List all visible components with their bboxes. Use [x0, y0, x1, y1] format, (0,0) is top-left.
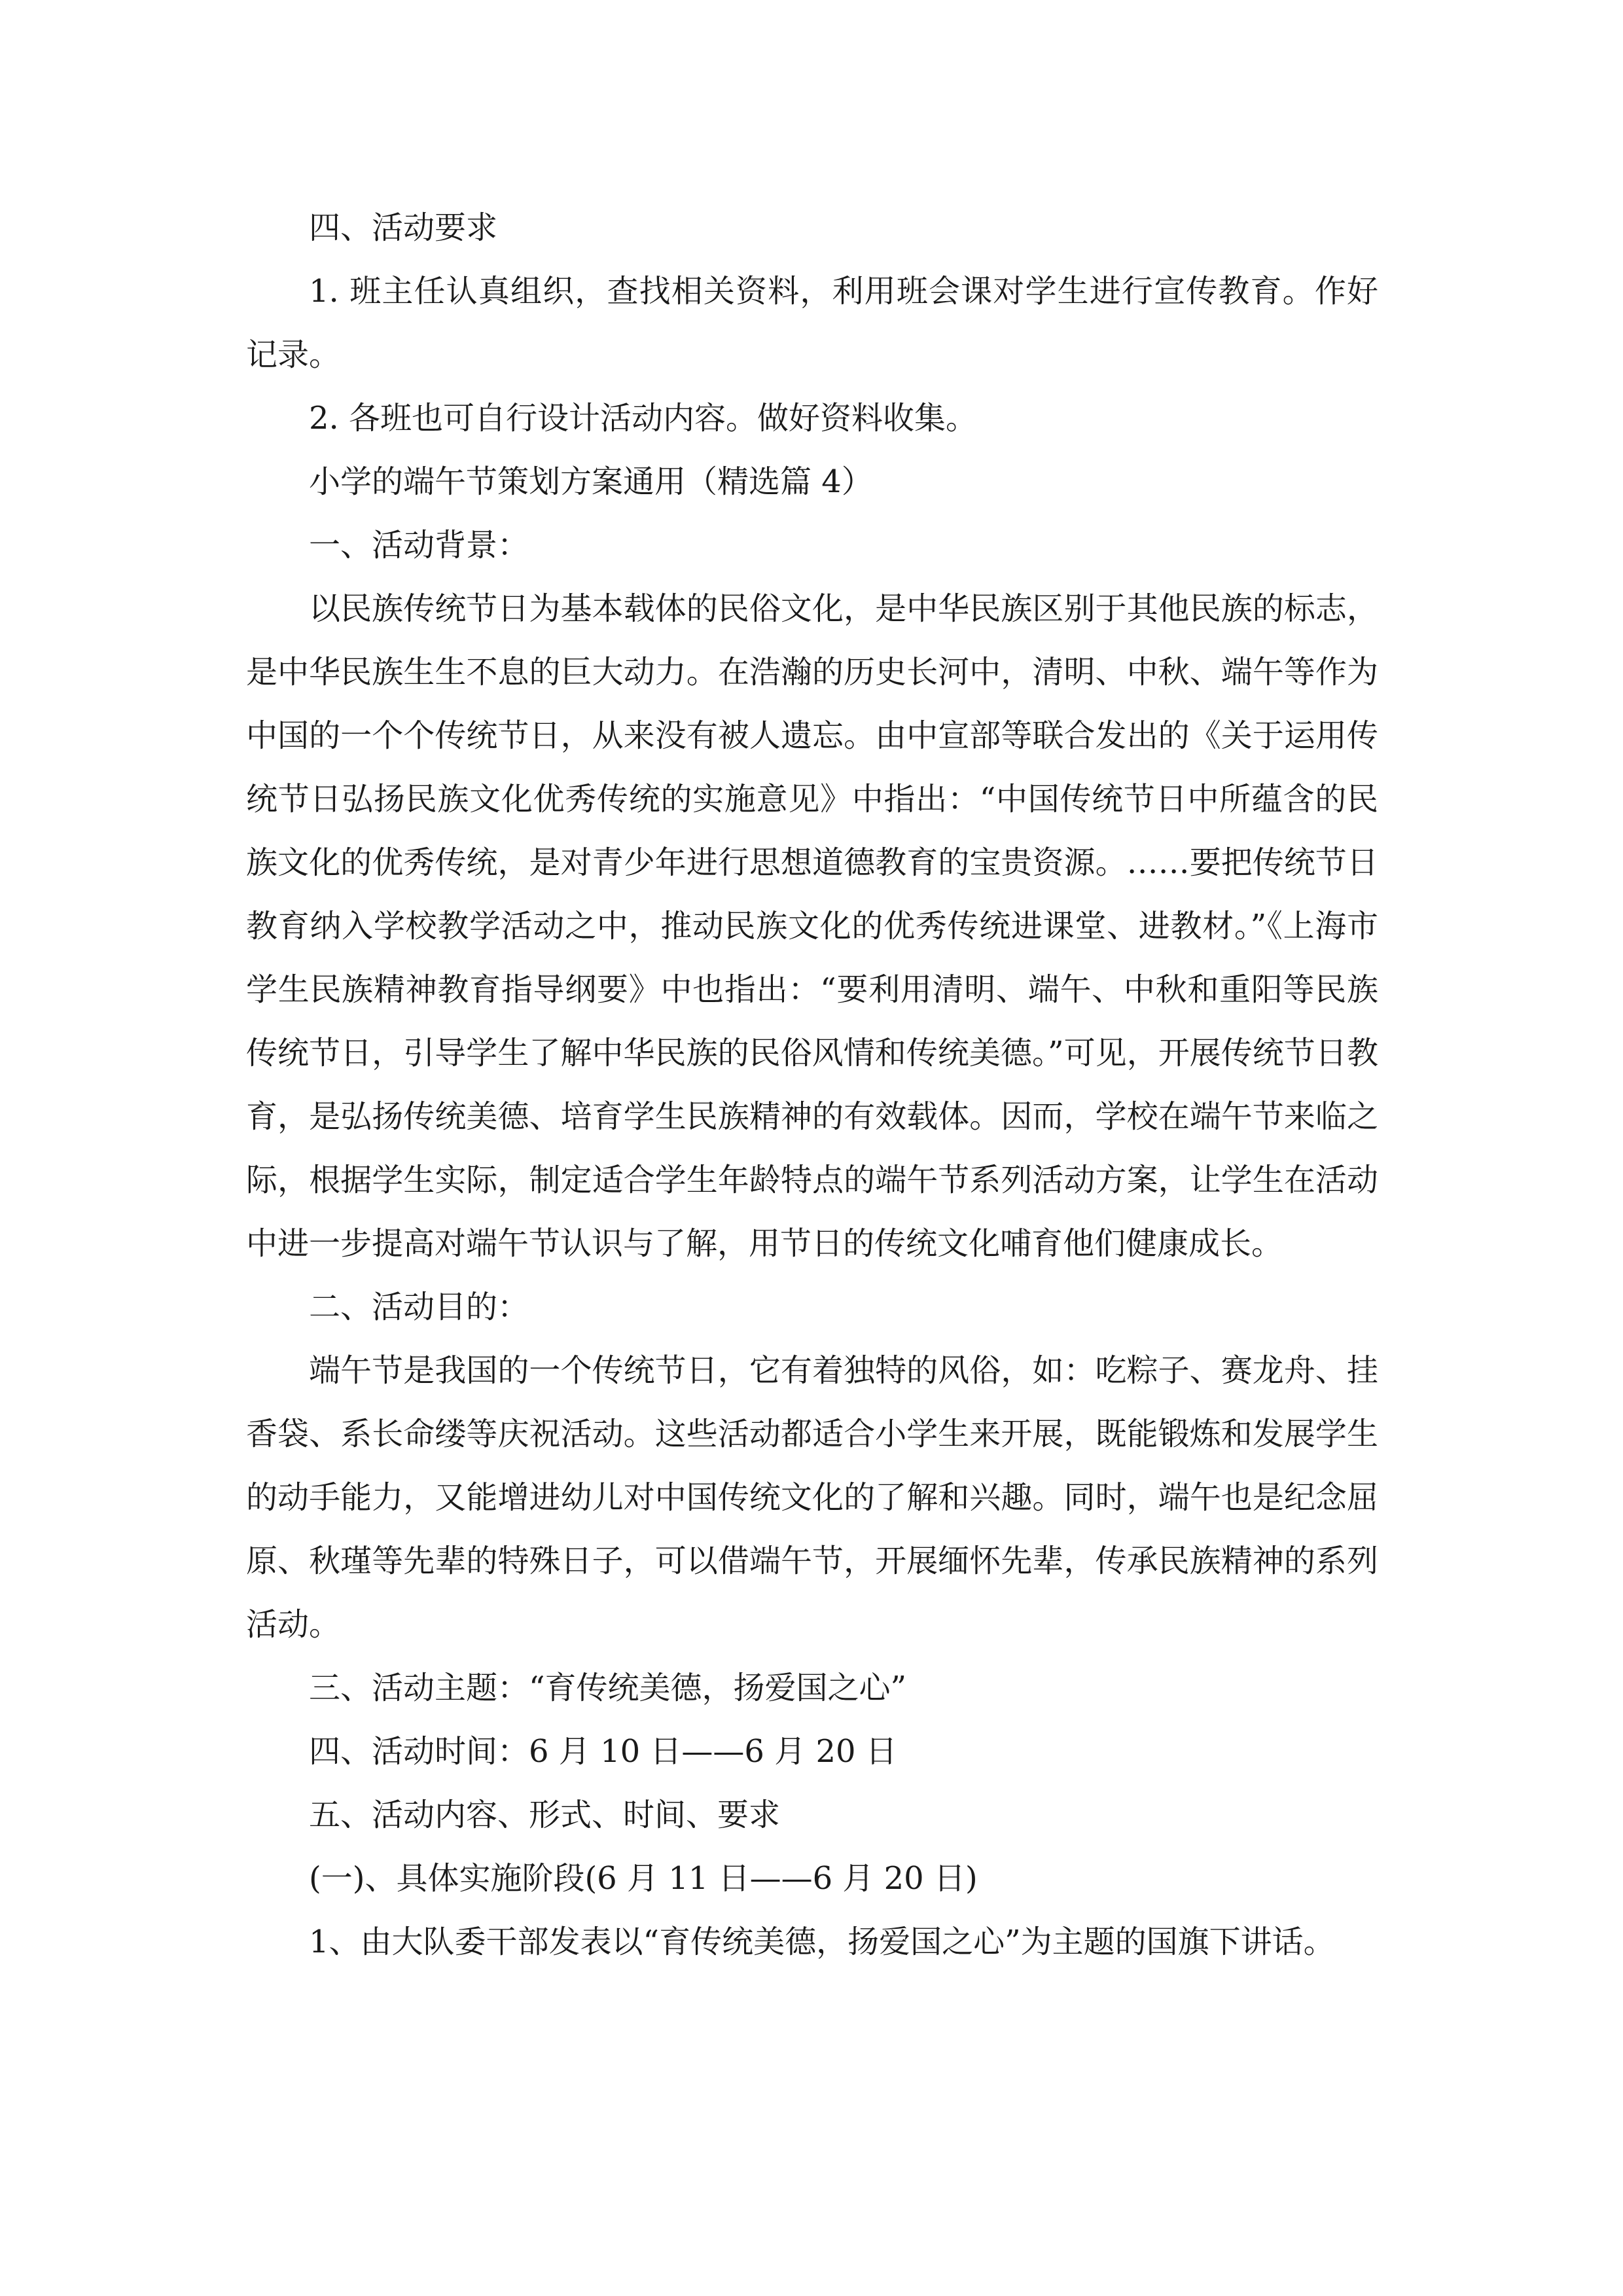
section-heading-content: 五、活动内容、形式、时间、要求 — [309, 1797, 781, 1833]
section-heading-purpose: 二、活动目的： — [309, 1289, 529, 1325]
section-heading-time: 四、活动时间：6 月 10 日——6 月 20 日 — [309, 1733, 897, 1770]
section-heading-requirements: 四、活动要求 — [309, 209, 498, 246]
document-body — [246, 196, 1378, 1974]
requirement-item-2: 2. 各班也可自行设计活动内容。做好资料收集。 — [309, 400, 978, 437]
implementation-stage: (一)、具体实施阶段(6 月 11 日——6 月 20 日) — [309, 1860, 978, 1897]
requirement-item-1: 1. 班主任认真组织，查找相关资料，利用班会课对学生进行宣传教育。作好记录。 — [246, 273, 1378, 373]
section-heading-theme: 三、活动主题：“育传统美德，扬爱国之心” — [309, 1670, 907, 1706]
background-paragraph: 以民族传统节日为基本载体的民俗文化，是中华民族区别于其他民族的标志，是中华民族生生不息的巨大动力。在浩瀚的历史长河中，清明、中秋、端午等作为中国的一个个传统节日，从来没有被人遗忘。由中宣部等联合发出的《关于运用传统节日弘扬民族文化优秀传统的实施意见》中指出：“中国传统节日中所蕴含的民族文化的优秀传统，是对青少年进行思想道德教育的宝贵资源。……要把传统节日教育纳入学校教学活动之中，推动民族文化的优秀传统进课堂、进教材。”《上海市学生民族精神教育指导纲要》中也指出：“要利用清明、端午、中秋和重阳等民族传统节日，引导学生了解中华民族的民俗风情和传统美德。”可见，开展传统节日教育，是弘扬传统美德、培育学生民族精神的有效载体。因而，学校在端午节来临之际，根据学生实际，制定适合学生年龄特点的端午节系列活动方案，让学生在活动中进一步提高对端午节认识与了解，用节日的传统文化哺育他们健康成长。 — [246, 590, 1378, 1262]
purpose-paragraph: 端午节是我国的一个传统节日，它有着独特的风俗，如：吃粽子、赛龙舟、挂香袋、系长命缕等庆祝活动。这些活动都适合小学生来开展，既能锻炼和发展学生的动手能力，又能增进幼儿对中国传统文化的了解和兴趣。同时，端午也是纪念屈原、秋瑾等先辈的特殊日子，可以借端午节，开展缅怀先辈，传承民族精神的系列活动。 — [246, 1352, 1378, 1643]
implementation-item-1: 1、由大队委干部发表以“育传统美德，扬爱国之心”为主题的国旗下讲话。 — [309, 1924, 1335, 1960]
section-heading-background: 一、活动背景： — [309, 527, 529, 564]
plan-title: 小学的端午节策划方案通用（精选篇 4） — [309, 463, 873, 500]
